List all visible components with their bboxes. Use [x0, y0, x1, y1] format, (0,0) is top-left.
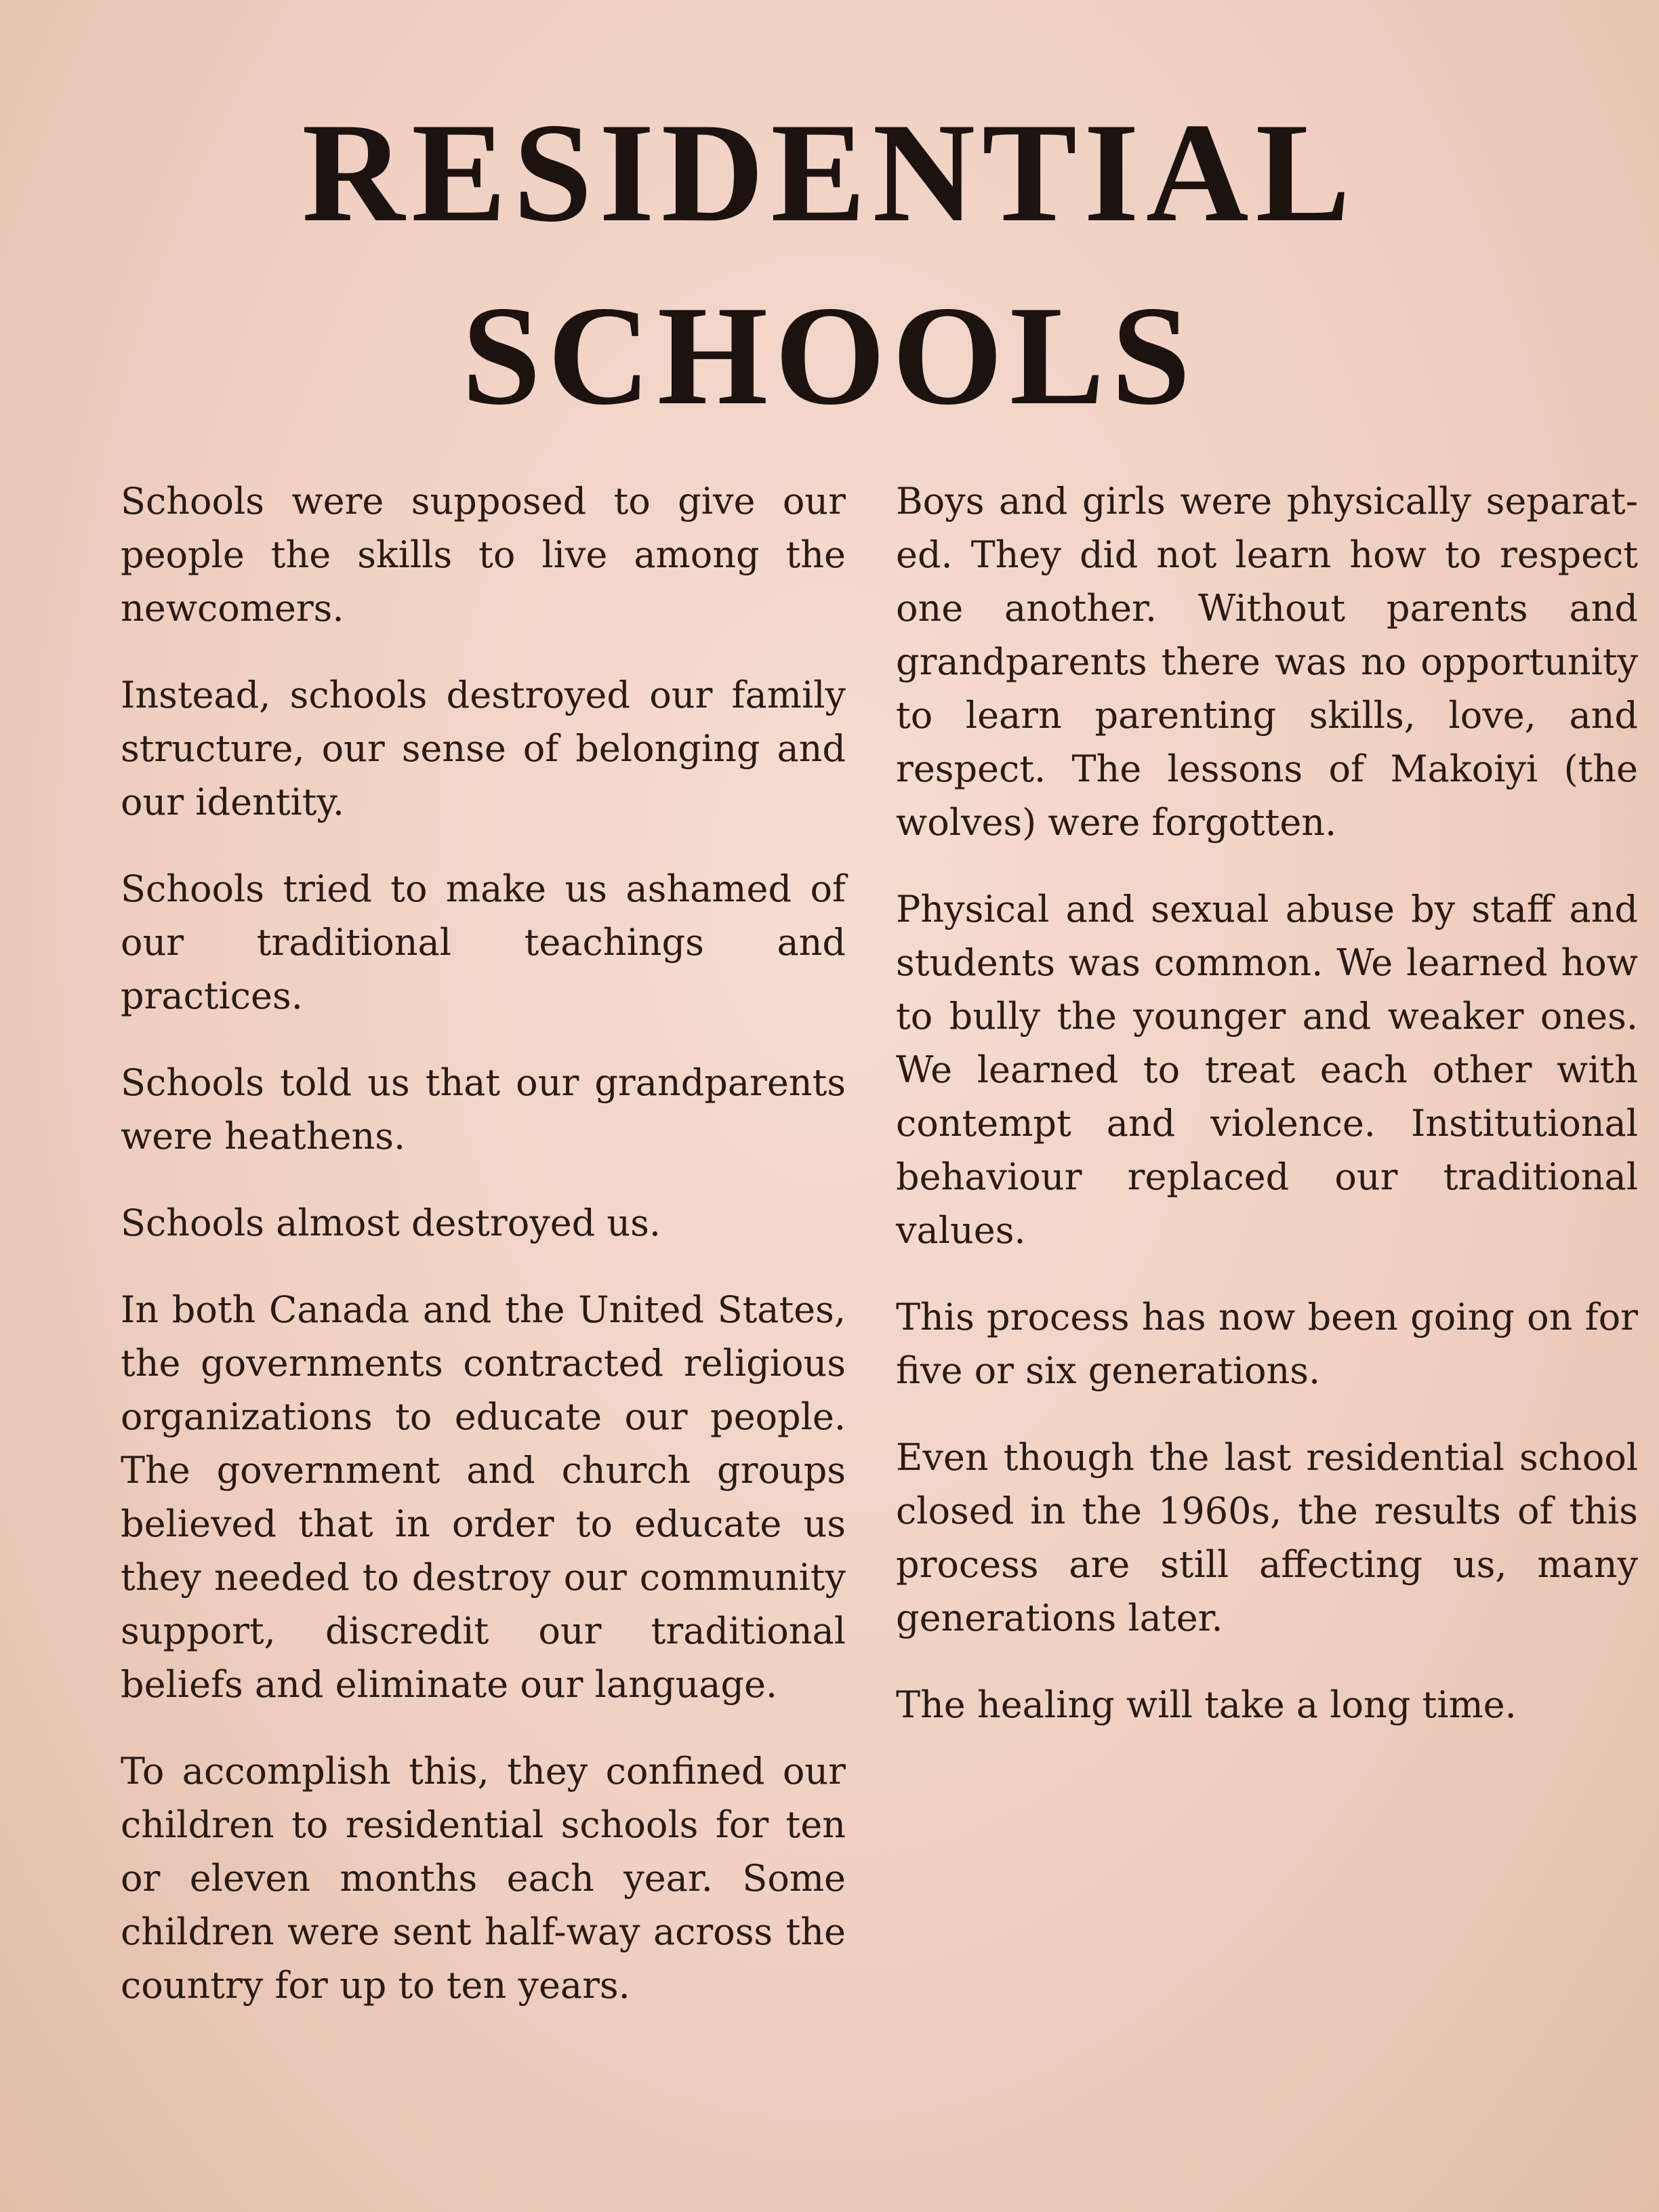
paragraph: Schools almost destroyed us.: [121, 1202, 661, 1244]
left-column: [121, 474, 846, 2045]
paragraph: Even though the last residential school closed in the 1960s, the results of this process are still affecting us, many generations later.: [896, 1436, 1638, 1639]
right-column: [896, 474, 1638, 1765]
title-line-2: SCHOOLS: [462, 277, 1197, 434]
paragraph: Instead, schools destroyed our family structure, our sense of belonging and our identity.: [121, 674, 846, 823]
paragraph: Schools were supposed to give our people the skills to live among the newcomers.: [121, 480, 846, 630]
paragraph: This process has now been going on for five or six generations.: [896, 1296, 1638, 1392]
paragraph: The healing will take a long time.: [896, 1683, 1517, 1726]
panel-title: [0, 81, 1659, 447]
paragraph: Schools told us that our grandparents were heathens.: [121, 1061, 846, 1158]
title-line-1: RESIDENTIAL: [302, 94, 1357, 251]
paragraph: To accomplish this, they confined our children to residential schools for ten or eleven months each year. Some children were sent half-way across the country for up to ten years.: [121, 1750, 846, 2007]
paragraph: In both Canada and the United States, the governments contracted religious organizations to educate our people. The government and church groups believed that in order to educate us they needed to destroy our community support, discredit our traditional beliefs and eliminate our language.: [121, 1288, 846, 1706]
paragraph: Boys and girls were physically separat-ed. They did not learn how to respect one another. Without parents and grandparents there was no opportunity to learn parenting skills, love, and respect. The lessons of Makoiyi (the wolves) were forgotten.: [896, 480, 1638, 844]
paragraph: Physical and sexual abuse by staff and students was common. We learned how to bully the younger and weaker ones. We learned to treat each other with contempt and violence. Institutional behaviour replaced our traditional values.: [896, 888, 1638, 1252]
paragraph: Schools tried to make us ashamed of our traditional teachings and practices.: [121, 867, 846, 1017]
